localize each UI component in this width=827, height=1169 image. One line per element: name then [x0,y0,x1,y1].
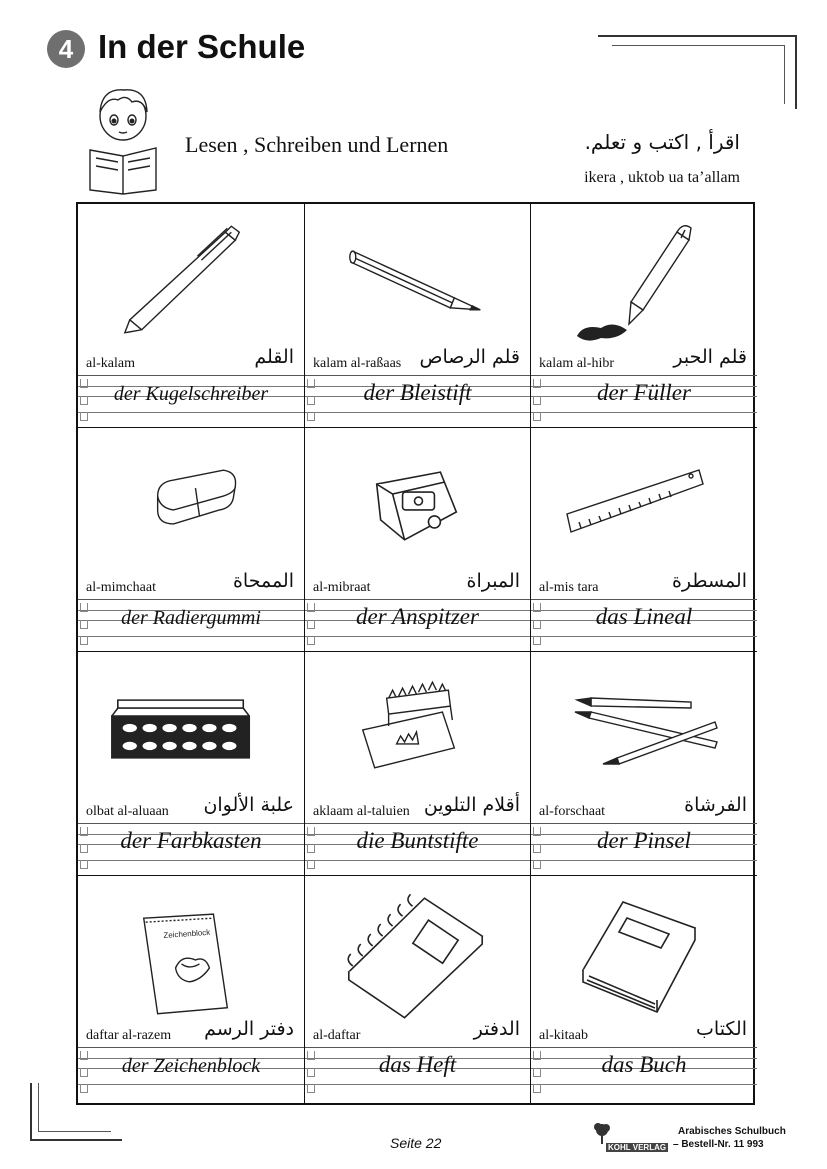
vocab-card [531,652,757,876]
notebook-icon [305,884,530,1019]
arabic-word: الممحاة [232,570,294,592]
corner-decoration-top-inner [612,45,785,104]
german-word: die Buntstifte [356,828,479,853]
reading-boy-icon [84,78,162,196]
transliteration: al-mimchaat [86,580,156,595]
german-word: das Buch [601,1052,687,1077]
publication-title: Arabisches Schulbuch [678,1126,786,1137]
arabic-word: دفتر الرسم [204,1018,294,1040]
paintbox-icon [78,660,304,795]
transliteration: kalam al-hibr [539,356,615,371]
paintbrush-icon [531,660,757,795]
page-title: In der Schule [98,28,306,65]
german-word: der Zeichenblock [121,1055,261,1077]
eraser-icon [78,436,304,571]
order-number: – Bestell-Nr. 11 993 [673,1139,764,1150]
subtitle-transliteration: ikera , uktob ua ta’allam [584,169,740,186]
sketchpad-label: Zeichenblock [163,927,211,941]
german-word: der Anspitzer [356,604,479,629]
book-icon [531,884,757,1019]
vocab-card [531,876,757,1103]
ballpoint-pen-icon [78,212,304,347]
arabic-word: علبة الألوان [203,794,294,816]
vocab-card [305,876,531,1103]
arabic-word: المسطرة [671,570,747,592]
transliteration: al-kitaab [539,1028,588,1043]
vocab-card [305,428,531,652]
transliteration: al-mis tara [539,580,599,595]
vocab-card [78,204,305,428]
page-number: Seite 22 [390,1135,442,1151]
publisher-logo-text: KOHL VERLAG [608,1143,667,1152]
german-word: der Pinsel [597,828,691,853]
german-word: der Füller [597,380,691,405]
vocabulary-grid [76,202,755,1105]
vocab-card [78,652,305,876]
vocab-card [531,428,757,652]
vocab-card [305,204,531,428]
transliteration: olbat al-aluaan [86,804,169,819]
vocab-card [78,428,305,652]
german-word: der Radiergummi [121,607,261,629]
transliteration: kalam al-raßaas [313,356,402,371]
arabic-word: أقلام التلوين [423,794,520,816]
chapter-badge: 4 [47,30,85,68]
arabic-word: الكتاب [696,1018,747,1040]
transliteration: al-kalam [86,356,135,371]
sharpener-icon [305,436,530,571]
german-word: das Lineal [595,604,693,629]
vocab-card [78,876,305,1103]
german-word: der Bleistift [363,380,472,405]
pencil-icon [305,212,530,347]
arabic-word: القلم [254,346,294,368]
sketchpad-icon [78,884,304,1019]
transliteration: al-daftar [313,1028,361,1043]
subtitle-arabic: اقرأ , اكتب و تعلم. [584,130,740,154]
german-word: der Farbkasten [120,828,262,853]
vocab-card [531,204,757,428]
arabic-word: قلم الحبر [673,346,747,368]
transliteration: al-mibraat [313,580,371,595]
fountain-pen-icon [531,212,757,347]
arabic-word: قلم الرصاص [419,346,520,368]
german-word: das Heft [378,1052,457,1077]
subtitle-german: Lesen , Schreiben und Lernen [185,132,449,157]
vocab-card [305,652,531,876]
arabic-word: الفرشاة [684,794,747,816]
ruler-icon [531,436,757,571]
arabic-word: الدفتر [473,1018,520,1040]
transliteration: daftar al-razem [86,1028,172,1043]
transliteration: al-forschaat [539,804,606,819]
arabic-word: المبراة [466,570,520,592]
colored-pencils-icon [305,660,530,795]
transliteration: aklaam al-taluien [313,804,410,819]
german-word: der Kugelschreiber [113,383,269,405]
